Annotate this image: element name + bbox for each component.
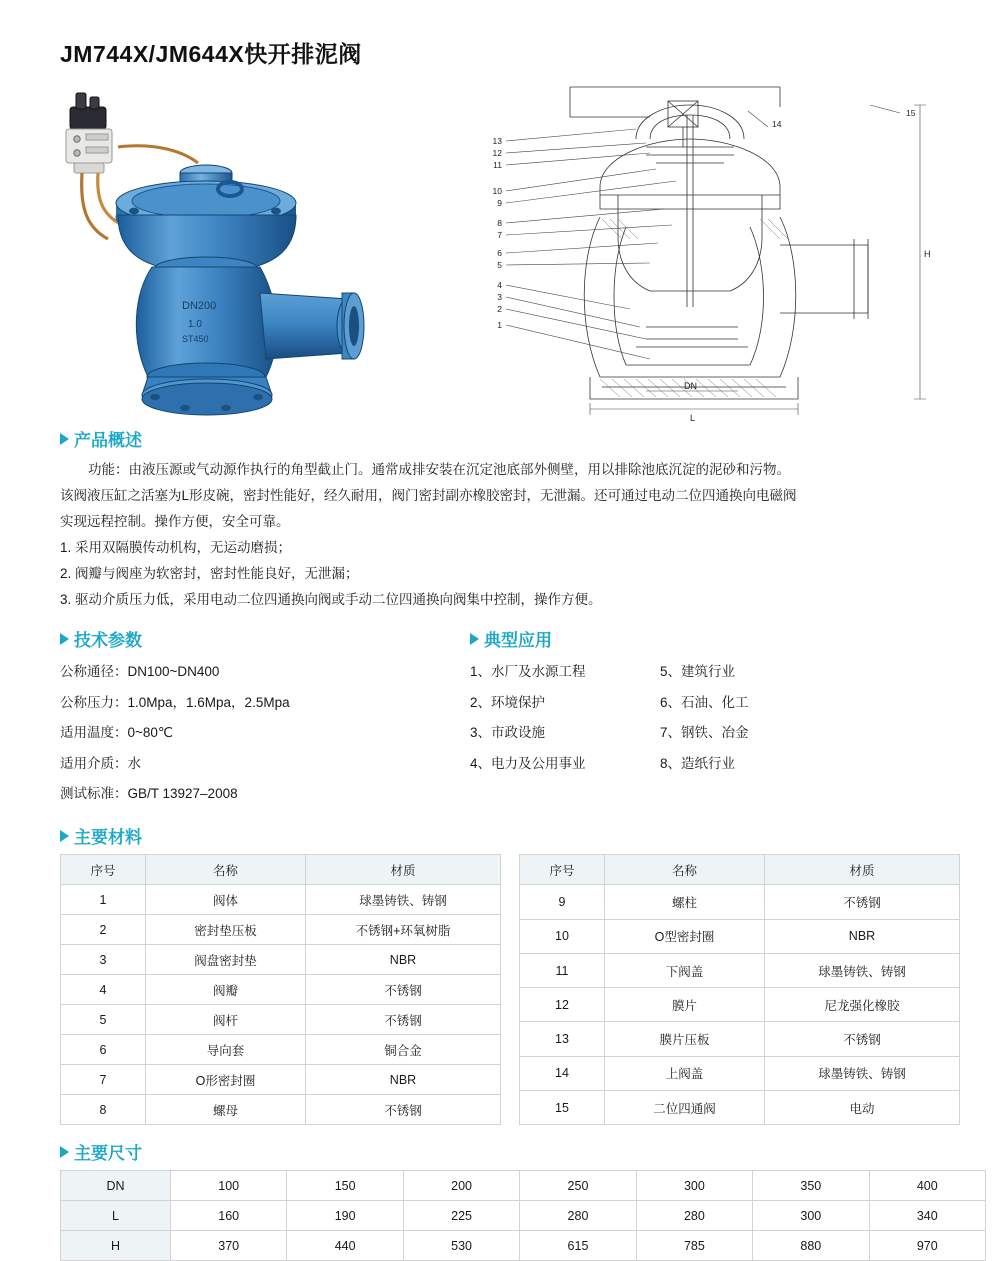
cell-material: NBR xyxy=(306,945,501,975)
spec-item-nominal-diameter: 公称通径：DN100~DN400 xyxy=(60,664,220,680)
cell-dn: 350 xyxy=(753,1171,869,1201)
application-item: 4、电力及公用事业 xyxy=(470,755,586,771)
applications-section xyxy=(460,626,970,809)
table-row xyxy=(61,1095,501,1125)
cell-no: 6 xyxy=(61,1035,146,1065)
table-row-dn xyxy=(61,1171,986,1201)
triangle-bullet-icon xyxy=(60,633,69,645)
applications-heading xyxy=(470,626,970,651)
triangle-bullet-icon xyxy=(470,633,479,645)
applications-heading-text: 典型应用 xyxy=(484,631,552,651)
svg-text:12: 12 xyxy=(492,148,502,158)
specs-applications-row xyxy=(30,626,970,809)
overview-line-4: 1. 采用双隔膜传动机构，无运动磨损； xyxy=(60,539,292,555)
photo-label-dn: DN200 xyxy=(182,300,217,312)
table-row xyxy=(520,919,960,953)
cell-name: 螺母 xyxy=(146,1095,306,1125)
valve-photo-svg xyxy=(30,77,450,417)
cell-material: 尼龙强化橡胶 xyxy=(765,988,960,1022)
table-header-row xyxy=(61,855,501,885)
cell-l: 190 xyxy=(287,1201,403,1231)
cell-l: 160 xyxy=(171,1201,287,1231)
col-header-name: 名称 xyxy=(605,855,765,885)
cell-name: 阀瓣 xyxy=(146,975,306,1005)
cell-material: 铜合金 xyxy=(306,1035,501,1065)
col-header-no: 序号 xyxy=(61,855,146,885)
cell-l: 340 xyxy=(869,1201,985,1231)
cell-l: 280 xyxy=(520,1201,636,1231)
row-label-dn: DN xyxy=(61,1171,171,1201)
overview-body xyxy=(60,457,960,612)
cell-l: 280 xyxy=(636,1201,752,1231)
svg-text:6: 6 xyxy=(497,248,502,258)
cell-name: 上阀盖 xyxy=(605,1056,765,1090)
application-item: 6、石油、化工 xyxy=(660,694,749,710)
cell-name: 导向套 xyxy=(146,1035,306,1065)
svg-text:1: 1 xyxy=(497,320,502,330)
svg-text:11: 11 xyxy=(493,160,502,170)
specs-section xyxy=(60,626,460,809)
cell-no: 3 xyxy=(61,945,146,975)
cell-l: 225 xyxy=(403,1201,519,1231)
specs-heading-text: 技术参数 xyxy=(74,631,142,651)
photo-label-mark: ST450 xyxy=(182,334,209,344)
application-item: 8、造纸行业 xyxy=(660,755,736,771)
svg-text:L: L xyxy=(690,413,696,423)
cell-name: 阀盘密封垫 xyxy=(146,945,306,975)
cell-no: 10 xyxy=(520,919,605,953)
table-row xyxy=(520,885,960,919)
table-row xyxy=(520,988,960,1022)
application-item: 5、建筑行业 xyxy=(660,664,736,680)
cell-h: 370 xyxy=(171,1231,287,1261)
spec-item-medium: 适用介质：水 xyxy=(60,755,141,771)
cell-material: 球墨铸铁、铸钢 xyxy=(765,953,960,987)
overview-heading xyxy=(60,426,960,451)
table-row xyxy=(520,1091,960,1125)
cell-material: NBR xyxy=(765,919,960,953)
cell-material: 球墨铸铁、铸钢 xyxy=(306,885,501,915)
svg-text:5: 5 xyxy=(497,260,502,270)
cell-no: 12 xyxy=(520,988,605,1022)
cell-dn: 400 xyxy=(869,1171,985,1201)
col-header-material: 材质 xyxy=(306,855,501,885)
materials-table-right xyxy=(519,854,960,1125)
table-row-l xyxy=(61,1201,986,1231)
materials-heading-text: 主要材料 xyxy=(74,828,142,848)
cell-material: 电动 xyxy=(765,1091,960,1125)
cell-name: O形密封圈 xyxy=(146,1065,306,1095)
dimensions-section xyxy=(30,1139,970,1164)
cell-material: 不锈钢 xyxy=(765,1022,960,1056)
cell-h: 880 xyxy=(753,1231,869,1261)
specs-heading xyxy=(60,626,460,651)
row-label-h: H xyxy=(61,1231,171,1261)
svg-text:13: 13 xyxy=(492,136,502,146)
cell-name: 阀杆 xyxy=(146,1005,306,1035)
cell-no: 4 xyxy=(61,975,146,1005)
dimensions-table xyxy=(60,1170,986,1261)
cell-material: 不锈钢 xyxy=(306,975,501,1005)
cell-h: 440 xyxy=(287,1231,403,1261)
cell-material: 球墨铸铁、铸钢 xyxy=(765,1056,960,1090)
cell-dn: 150 xyxy=(287,1171,403,1201)
svg-text:4: 4 xyxy=(497,280,502,290)
col-header-material: 材质 xyxy=(765,855,960,885)
cell-name: 二位四通阀 xyxy=(605,1091,765,1125)
cell-name: 阀体 xyxy=(146,885,306,915)
overview-heading-text: 产品概述 xyxy=(74,431,142,450)
table-row xyxy=(520,1056,960,1090)
svg-text:8: 8 xyxy=(497,218,502,228)
table-header-row xyxy=(520,855,960,885)
col-header-no: 序号 xyxy=(520,855,605,885)
svg-text:2: 2 xyxy=(497,304,502,314)
table-row xyxy=(61,975,501,1005)
cell-dn: 100 xyxy=(171,1171,287,1201)
row-label-l: L xyxy=(61,1201,171,1231)
overview-section xyxy=(30,426,970,612)
cell-dn: 250 xyxy=(520,1171,636,1201)
cell-material: 不锈钢 xyxy=(306,1005,501,1035)
application-item: 1、水厂及水源工程 xyxy=(470,664,586,680)
product-photo xyxy=(30,77,450,417)
svg-text:DN: DN xyxy=(684,381,697,391)
dimensions-table-wrap xyxy=(30,1170,970,1261)
materials-tables xyxy=(30,854,970,1125)
cell-name: 螺柱 xyxy=(605,885,765,919)
application-item: 2、环境保护 xyxy=(470,694,546,710)
overview-line-5: 2. 阀瓣与阀座为软密封，密封性能良好，无泄漏； xyxy=(60,565,359,581)
page-title: JM744X/JM644X快开排泥阀 xyxy=(60,41,362,67)
overview-line-3: 实现远程控制。操作方便，安全可靠。 xyxy=(60,513,290,529)
materials-heading xyxy=(60,823,970,848)
cell-dn: 200 xyxy=(403,1171,519,1201)
cell-name: 膜片压板 xyxy=(605,1022,765,1056)
cell-no: 13 xyxy=(520,1022,605,1056)
illustration-row xyxy=(30,77,970,422)
svg-text:9: 9 xyxy=(497,198,502,208)
table-row xyxy=(520,953,960,987)
cell-l: 300 xyxy=(753,1201,869,1231)
table-row xyxy=(61,1005,501,1035)
table-row xyxy=(520,1022,960,1056)
svg-text:7: 7 xyxy=(497,230,502,240)
table-row xyxy=(61,1035,501,1065)
table-row xyxy=(61,915,501,945)
applications-column-1 xyxy=(470,657,660,779)
applications-column-2 xyxy=(660,657,830,779)
spec-item-test-standard: 测试标准：GB/T 13927–2008 xyxy=(60,785,238,801)
cell-h: 530 xyxy=(403,1231,519,1261)
cell-no: 14 xyxy=(520,1056,605,1090)
cell-h: 615 xyxy=(520,1231,636,1261)
valve-section-drawing xyxy=(450,77,970,423)
cell-no: 7 xyxy=(61,1065,146,1095)
svg-text:14: 14 xyxy=(772,119,782,129)
cell-h: 970 xyxy=(869,1231,985,1261)
spec-item-temperature: 适用温度：0~80℃ xyxy=(60,725,174,741)
cell-no: 5 xyxy=(61,1005,146,1035)
cell-no: 1 xyxy=(61,885,146,915)
cell-no: 15 xyxy=(520,1091,605,1125)
triangle-bullet-icon xyxy=(60,1146,69,1158)
svg-text:15: 15 xyxy=(906,108,916,118)
cell-no: 8 xyxy=(61,1095,146,1125)
cell-dn: 300 xyxy=(636,1171,752,1201)
photo-label-pn: 1.0 xyxy=(188,319,202,330)
dimensions-heading xyxy=(60,1139,970,1164)
svg-text:10: 10 xyxy=(492,186,502,196)
triangle-bullet-icon xyxy=(60,433,69,445)
cell-name: 密封垫压板 xyxy=(146,915,306,945)
application-item: 3、市政设施 xyxy=(470,725,546,741)
col-header-name: 名称 xyxy=(146,855,306,885)
triangle-bullet-icon xyxy=(60,830,69,842)
spec-item-nominal-pressure: 公称压力：1.0Mpa，1.6Mpa，2.5Mpa xyxy=(60,694,290,710)
materials-section xyxy=(30,823,970,848)
svg-text:3: 3 xyxy=(497,292,502,302)
table-row xyxy=(61,1065,501,1095)
table-row xyxy=(61,885,501,915)
overview-line-2: 该阀液压缸之活塞为L形皮碗，密封性能好，经久耐用，阀门密封副亦橡胶密封，无泄漏。还可通过电动二位四通换向电磁阀 xyxy=(60,487,797,503)
dimensions-heading-text: 主要尺寸 xyxy=(74,1144,142,1164)
drawing-callouts xyxy=(493,136,503,330)
cell-material: 不锈钢+环氧树脂 xyxy=(306,915,501,945)
cell-name: 下阀盖 xyxy=(605,953,765,987)
table-row-h xyxy=(61,1231,986,1261)
cell-material: 不锈钢 xyxy=(306,1095,501,1125)
technical-drawing xyxy=(450,77,970,423)
overview-line-1: 功能：由液压源或气动源作执行的角型截止门。通常成排安装在沉定池底部外侧壁，用以排除池底沉淀的泥砂和污物。 xyxy=(88,462,790,477)
overview-line-6: 3. 驱动介质压力低，采用电动二位四通换向阀或手动二位四通换向阀集中控制，操作方便。 xyxy=(60,591,602,607)
cell-name: O型密封圈 xyxy=(605,919,765,953)
cell-no: 11 xyxy=(520,953,605,987)
materials-table-left xyxy=(60,854,501,1125)
application-item: 7、钢铁、冶金 xyxy=(660,725,749,741)
cell-no: 2 xyxy=(61,915,146,945)
svg-text:H: H xyxy=(924,249,931,259)
table-row xyxy=(61,945,501,975)
cell-material: NBR xyxy=(306,1065,501,1095)
cell-material: 不锈钢 xyxy=(765,885,960,919)
cell-no: 9 xyxy=(520,885,605,919)
cell-h: 785 xyxy=(636,1231,752,1261)
cell-name: 膜片 xyxy=(605,988,765,1022)
